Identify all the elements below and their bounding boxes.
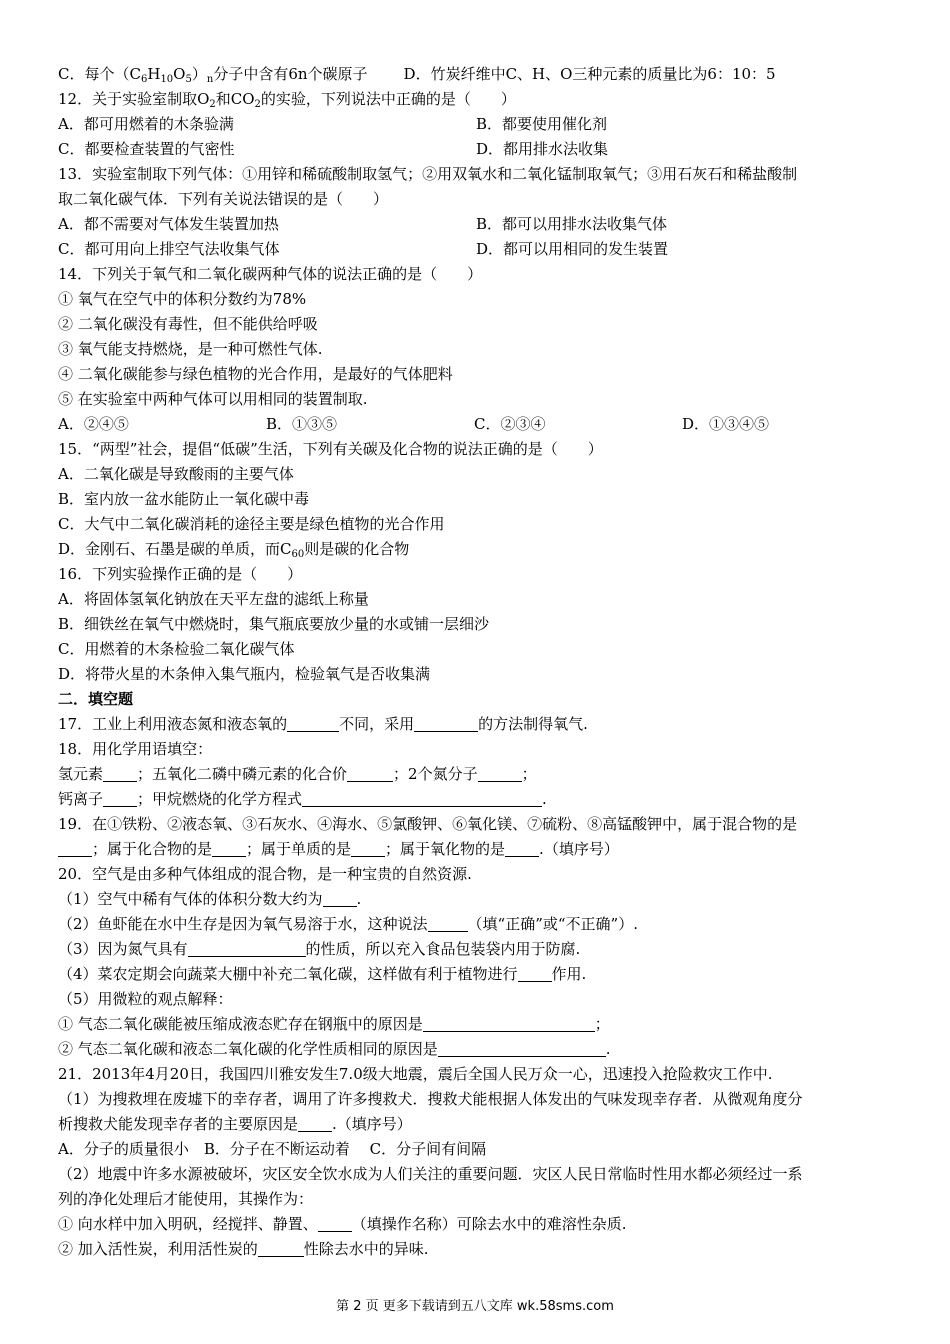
q16-stem: 16．下列实验操作正确的是（ ） [58,565,303,583]
q21-part2-line1: （2）地震中许多水源被破坏，灾区安全饮水成为人们关注的重要问题．灾区人民日常临时性用水都必须经过一系 [58,1165,803,1183]
q20-part4: （4）菜农定期会向蔬菜大棚中补充二氧化碳，这样做有利于植物进行 作用. [58,965,587,983]
answer-blank[interactable] [302,790,542,807]
answer-blank[interactable] [505,840,539,857]
q12-option-a: A．都可用燃着的木条验满 [58,115,234,133]
q12-stem: 12．关于实验室制取$O_2$和$CO_2$的实验，下列说法中正确的是（ ） [58,90,516,110]
q15-option-c: C．大气中二氧化碳消耗的途径主要是绿色植物的光合作用 [58,515,445,533]
q21-step-1: ① 向水样中加入明矾，经搅拌、静置、 （填操作名称）可除去水中的难溶性杂质. [58,1215,627,1233]
q13-options-row2 [58,237,893,262]
q21-part1-line1: （1）为搜救埋在废墟下的幸存者，调用了许多搜救犬．搜救犬能根据人体发出的气味发现幸存者．从微观角度分 [58,1090,803,1108]
q13-option-b: B．都可以用排水法收集气体 [476,215,668,233]
answer-blank[interactable] [188,940,306,957]
answer-blank[interactable] [298,1115,332,1132]
answer-blank[interactable] [258,1240,304,1257]
q12-options-row1 [58,112,893,137]
q14-option-b: B．①③⑤ [266,415,338,433]
q21-part1-line2: 析搜救犬能发现幸存者的主要原因是 .（填序号） [58,1115,412,1133]
q13-option-a: A．都不需要对气体发生装置加热 [58,215,279,233]
q12-option-b: B．都要使用催化剂 [476,115,608,133]
answer-blank[interactable] [423,1015,595,1032]
q11-options-cd [58,62,893,87]
q20-part2: （2）鱼虾能在水中生存是因为氧气易溶于水，这种说法 （填“正确”或“不正确”）. [58,915,638,933]
q14-options [58,412,893,437]
q13-option-d: D．都可以用相同的发生装置 [476,240,669,258]
answer-blank[interactable] [103,790,137,807]
q13-option-c: C．都可用向上排空气法收集气体 [58,240,280,258]
answer-blank[interactable] [323,890,357,907]
q14-option-c: C．②③④ [474,415,546,433]
answer-blank[interactable] [347,765,393,782]
q16-option-b: B．细铁丝在氧气中燃烧时，集气瓶底要放少量的水或铺一层细沙 [58,615,490,633]
q20-part5-a: ① 气态二氧化碳能被压缩成液态贮存在钢瓶中的原因是 ； [58,1015,610,1033]
q14-stem: 14．下列关于氧气和二氧化碳两种气体的说法正确的是（ ） [58,265,483,283]
q13-stem-line2: 取二氧化碳气体．下列有关说法错误的是（ ） [58,190,389,208]
q15-option-d: D．金刚石、石墨是碳的单质，而$C_{60}$则是碳的化合物 [58,540,410,560]
q11-option-d: D．竹炭纤维中C、H、O三种元素的质量比为6：10：5 [403,65,776,83]
q14-statement-3: ③ 氧气能支持燃烧，是一种可燃性气体. [58,340,323,358]
answer-blank[interactable] [103,765,137,782]
q20-part3: （3）因为氮气具有 的性质，所以充入食品包装袋内用于防腐. [58,940,581,958]
q14-statement-5: ⑤ 在实验室中两种气体可以用相同的装置制取. [58,390,368,408]
q19-line2: ；属于化合物的是 ；属于单质的是 ；属于氧化物的是 .（填序号） [58,837,893,862]
q21-step-2: ② 加入活性炭，利用活性炭的 性除去水中的异味. [58,1240,429,1258]
q14-option-d: D．①③④⑤ [682,415,770,433]
q20-part5: （5）用微粒的观点解释： [58,990,233,1008]
section-title-fill-in: 二．填空题 [58,690,134,708]
q12-option-c: C．都要检查装置的气密性 [58,140,235,158]
q20-part5-b: ② 气态二氧化碳和液态二氧化碳的化学性质相同的原因是 . [58,1040,611,1058]
q20-part1: （1）空气中稀有气体的体积分数大约为 . [58,890,362,908]
q18-line1: 氢元素 ；五氧化二磷中磷元素的化合价 ；2个氮分子 ； [58,765,537,783]
answer-blank[interactable] [428,915,468,932]
q19-line1: 19．在①铁粉、②液态氧、③石灰水、④海水、⑤氯酸钾、⑥氧化镁、⑦硫粉、⑧高锰酸钾中，属于混合物的是 [58,815,798,833]
answer-blank[interactable] [518,965,552,982]
q13-options-row1 [58,212,893,237]
q15-stem: 15．“两型”社会，提倡“低碳”生活，下列有关碳及化合物的说法正确的是（ ） [58,440,603,458]
answer-blank[interactable] [414,715,478,732]
answer-blank[interactable] [438,1040,606,1057]
q11-option-c: C．每个$(C_6H_{10}O_5)_n$分子中含有6n个碳原子 [58,65,368,85]
q14-option-a: A．②④⑤ [58,415,129,433]
q15-option-b: B．室内放一盆水能防止一氧化碳中毒 [58,490,310,508]
q21-part2-line2: 列的净化处理后才能使用，其操作为： [58,1190,314,1208]
q14-statement-1: ① 氧气在空气中的体积分数约为78% [58,290,307,308]
answer-blank[interactable] [58,840,92,857]
q20-stem: 20．空气是由多种气体组成的混合物，是一种宝贵的自然资源. [58,865,472,883]
q12-option-d: D．都用排水法收集 [476,140,609,158]
answer-blank[interactable] [212,840,246,857]
answer-blank[interactable] [351,840,385,857]
answer-blank[interactable] [318,1215,352,1232]
q12-options-row2 [58,137,893,162]
document-page [58,62,893,1262]
q15-option-a: A．二氧化碳是导致酸雨的主要气体 [58,465,294,483]
q21-stem: 21．2013年4月20日，我国四川雅安发生7.0级大地震，震后全国人民万众一心，迅速投入抢险救灾工作中. [58,1065,773,1083]
q18-stem: 18．用化学用语填空： [58,740,213,758]
answer-blank[interactable] [478,765,522,782]
q16-option-c: C．用燃着的木条检验二氧化碳气体 [58,640,295,658]
q16-option-a: A．将固体氢氧化钠放在天平左盘的滤纸上称量 [58,590,369,608]
q14-statement-4: ④ 二氧化碳能参与绿色植物的光合作用，是最好的气体肥料 [58,365,453,383]
q14-statement-2: ② 二氧化碳没有毒性，但不能供给呼吸 [58,315,318,333]
q17: 17．工业上利用液态氮和液态氧的 不同，采用 的方法制得氧气. [58,715,588,733]
q13-stem-line1: 13．实验室制取下列气体：①用锌和稀硫酸制取氢气；②用双氧水和二氧化锰制取氧气；③用石灰石和稀盐酸制 [58,165,798,183]
answer-blank[interactable] [287,715,339,732]
page-footer: 第 2 页 更多下载请到五八文库 wk.58sms.com [336,1299,614,1314]
q16-option-d: D．将带火星的木条伸入集气瓶内，检验氧气是否收集满 [58,665,431,683]
q18-line2: 钙离子 ；甲烷燃烧的化学方程式 . [58,790,547,808]
q21-part1-options: A．分子的质量很小 B．分子在不断运动着 C．分子间有间隔 [58,1140,487,1158]
